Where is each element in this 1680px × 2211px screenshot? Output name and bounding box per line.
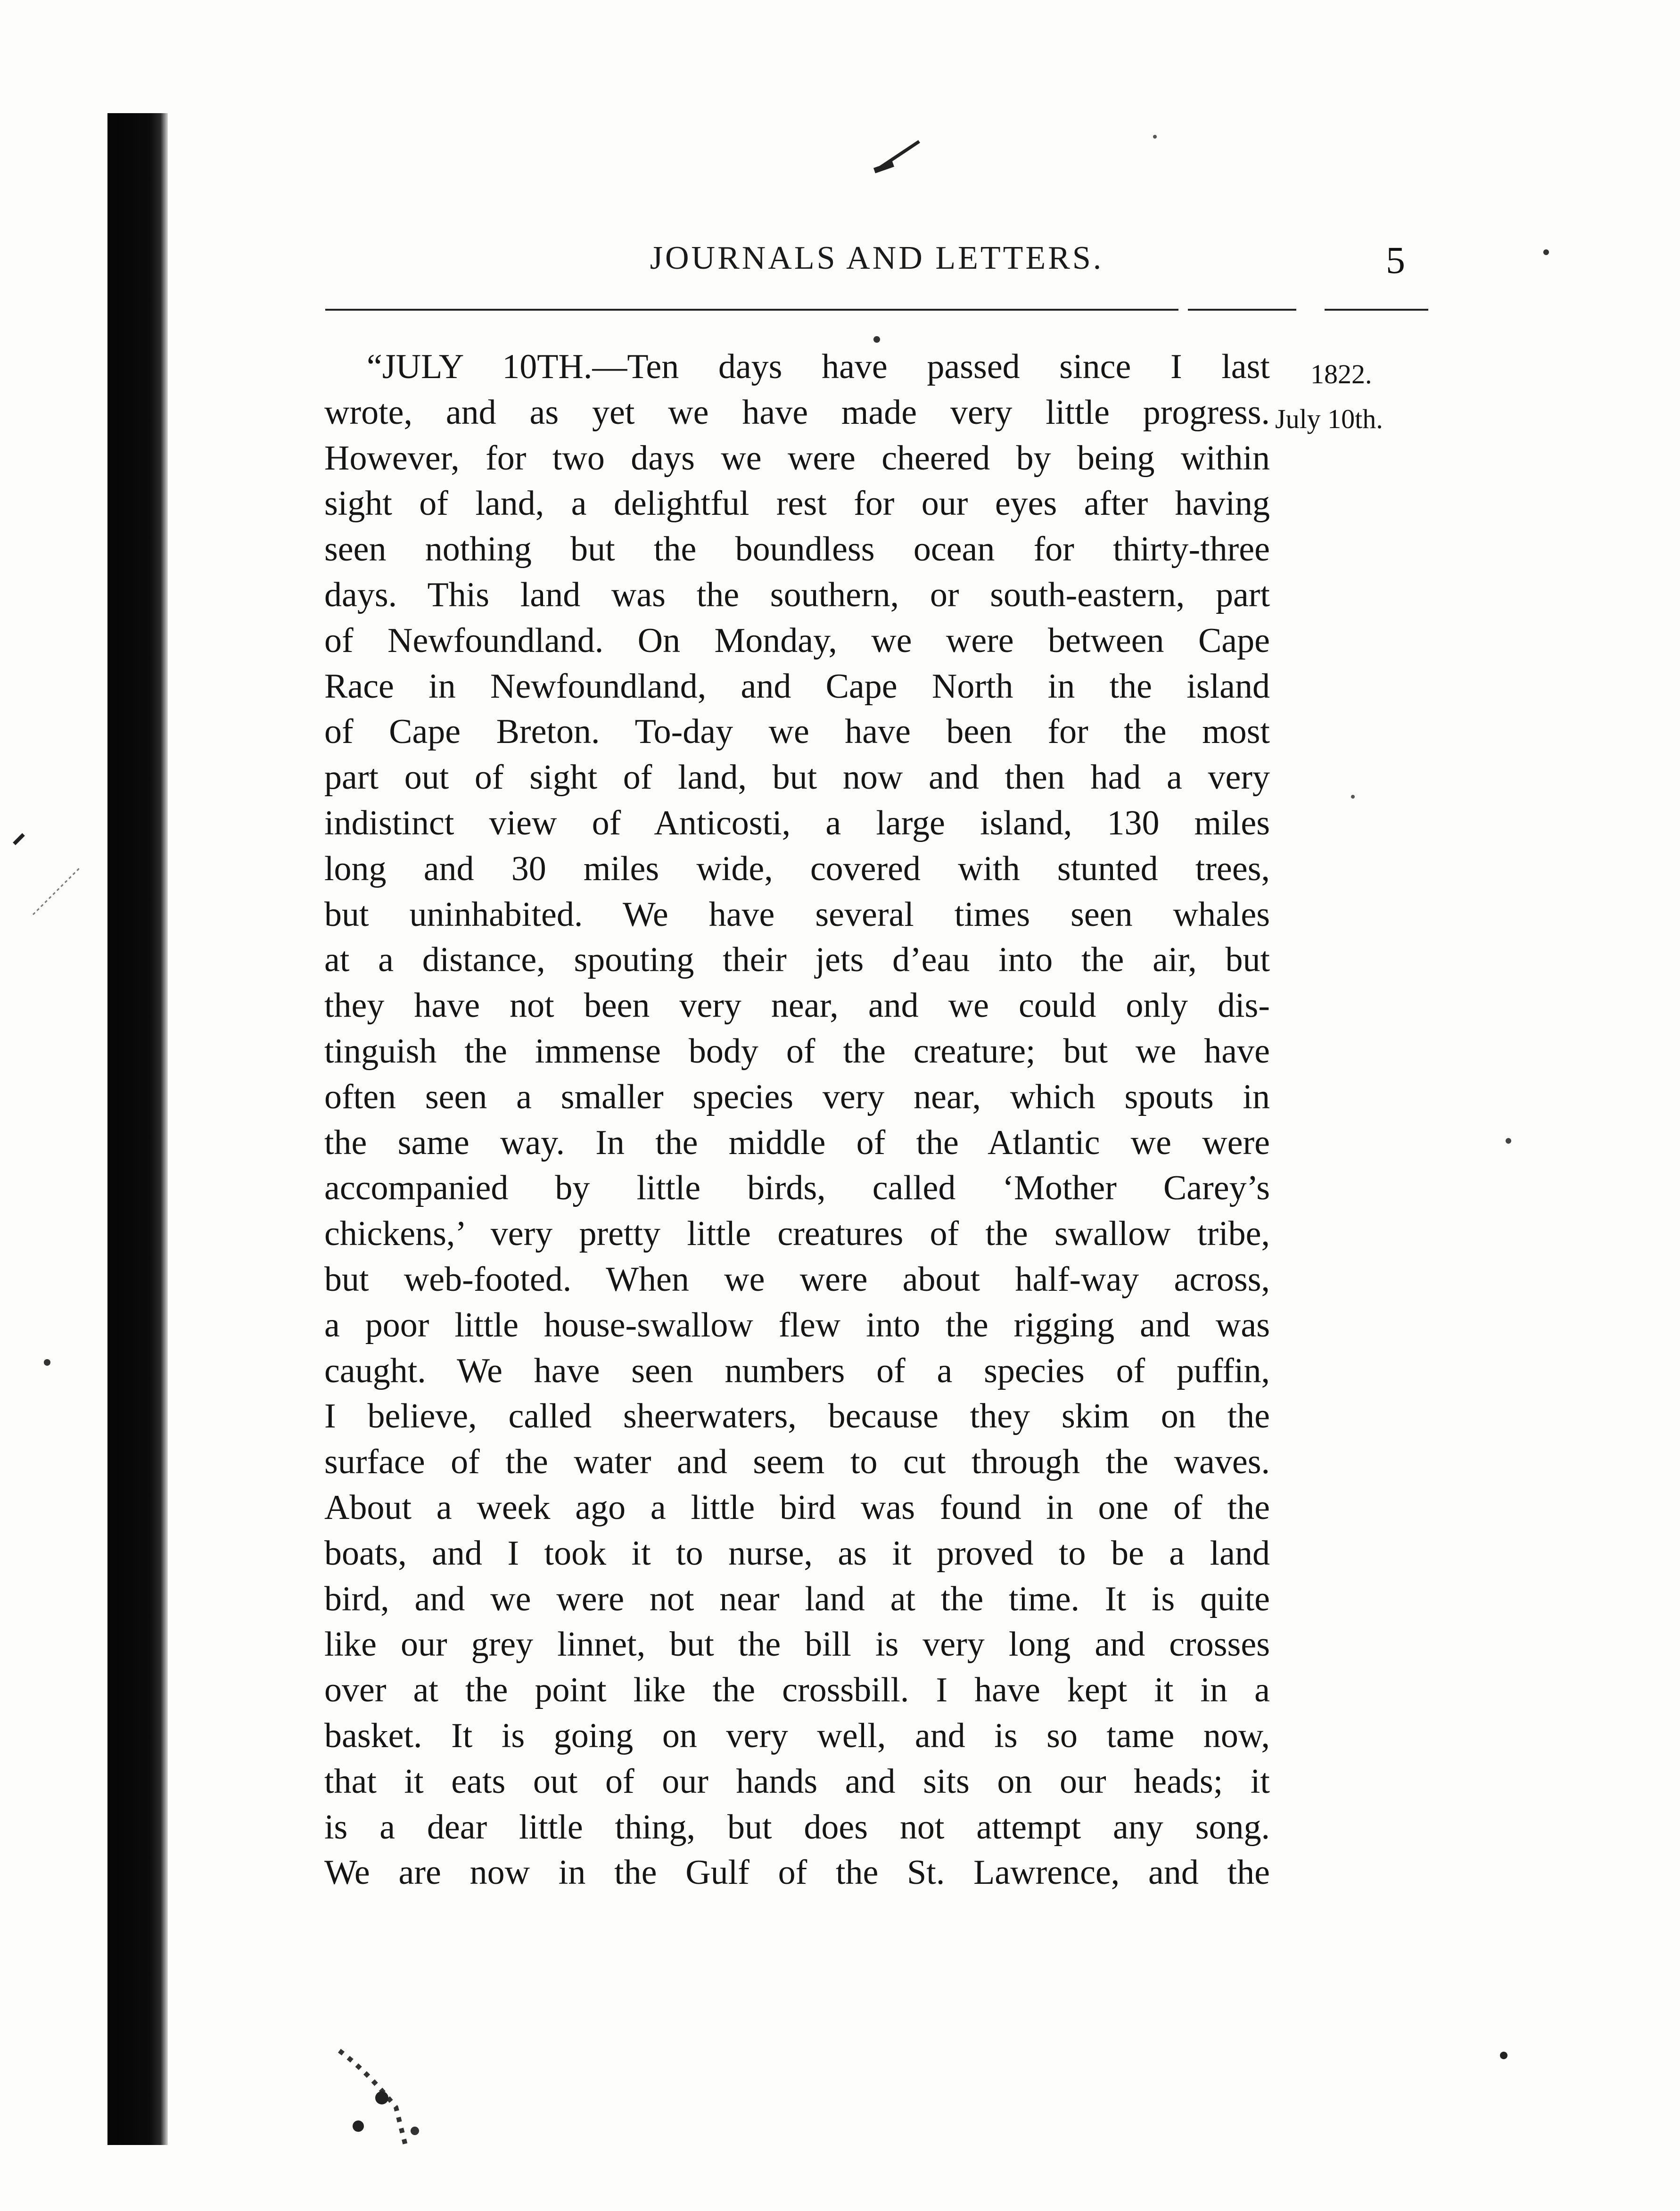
text-line: long and 30 miles wide, covered with stunted trees, — [324, 849, 1270, 888]
text-line: like our grey linnet, but the bill is very long and crosses — [324, 1625, 1270, 1664]
text-line: I believe, called sheerwaters, because they skim on the — [324, 1397, 1270, 1436]
text-line: at a distance, spouting their jets d’eau into the air, but — [324, 940, 1270, 980]
text-line: that it eats out of our hands and sits on our heads; it — [324, 1762, 1270, 1801]
text-line: of Newfoundland. On Monday, we were between Cape — [324, 621, 1270, 660]
text-line: tinguish the immense body of the creature; but we have — [324, 1031, 1270, 1071]
text-line: part out of sight of land, but now and then had a very — [324, 758, 1270, 797]
text-line: often seen a smaller species very near, which spouts in — [324, 1077, 1270, 1116]
text-line: sight of land, a delightful rest for our eyes after having — [324, 484, 1270, 523]
text-line: About a week ago a little bird was found in one of the — [324, 1488, 1270, 1527]
text-line: indistinct view of Anticosti, a large island, 130 miles — [324, 803, 1270, 842]
text-line: over at the point like the crossbill. I have kept it in a — [324, 1671, 1270, 1710]
text-line: is a dear little thing, but does not attempt any song. — [324, 1807, 1270, 1847]
text-line: chickens,’ very pretty little creatures of the swallow tribe, — [324, 1214, 1270, 1254]
text-line: days. This land was the southern, or south-eastern, part — [324, 575, 1270, 614]
text-line: We are now in the Gulf of the St. Lawrence, and the — [324, 1853, 1270, 1892]
journal-entry — [324, 344, 1270, 1896]
running-title: JOURNALS AND LETTERS. — [650, 240, 1104, 276]
text-line: “JULY 10TH.—Ten days have passed since I last — [367, 347, 1270, 386]
text-line: a poor little house-swallow flew into the rigging and was — [324, 1305, 1270, 1345]
header-rule-segment — [1325, 309, 1428, 311]
text-line: surface of the water and seem to cut through the waves. — [324, 1443, 1270, 1482]
text-line: boats, and I took it to nurse, as it proved to be a land — [324, 1534, 1270, 1573]
text-line: seen nothing but the boundless ocean for thirty-three — [324, 530, 1270, 569]
text-line: accompanied by little birds, called ‘Mother Carey’s — [324, 1169, 1270, 1208]
text-line: However, for two days we were cheered by being within — [324, 438, 1270, 478]
text-line: bird, and we were not near land at the time. It is quite — [324, 1579, 1270, 1618]
margin-note-date: July 10th. — [1275, 404, 1383, 434]
text-line: caught. We have seen numbers of a species of puffin, — [324, 1351, 1270, 1390]
text-line: but uninhabited. We have several times seen whales — [324, 895, 1270, 934]
header-rule — [325, 309, 1178, 311]
text-line: wrote, and as yet we have made very little progress. — [324, 393, 1270, 432]
header-rule-segment — [1188, 309, 1296, 311]
margin-note-year: 1822. — [1310, 359, 1372, 389]
text-line: of Cape Breton. To-day we have been for the most — [324, 712, 1270, 751]
page-number: 5 — [1386, 239, 1405, 281]
text-line: Race in Newfoundland, and Cape North in the island — [324, 667, 1270, 706]
text-line: they have not been very near, and we could only dis- — [324, 986, 1270, 1025]
binding-shadow — [107, 113, 168, 2145]
text-line: basket. It is going on very well, and is so tame now, — [324, 1716, 1270, 1755]
text-line: but web-footed. When we were about half-way across, — [324, 1260, 1270, 1299]
text-line: the same way. In the middle of the Atlantic we were — [324, 1123, 1270, 1162]
